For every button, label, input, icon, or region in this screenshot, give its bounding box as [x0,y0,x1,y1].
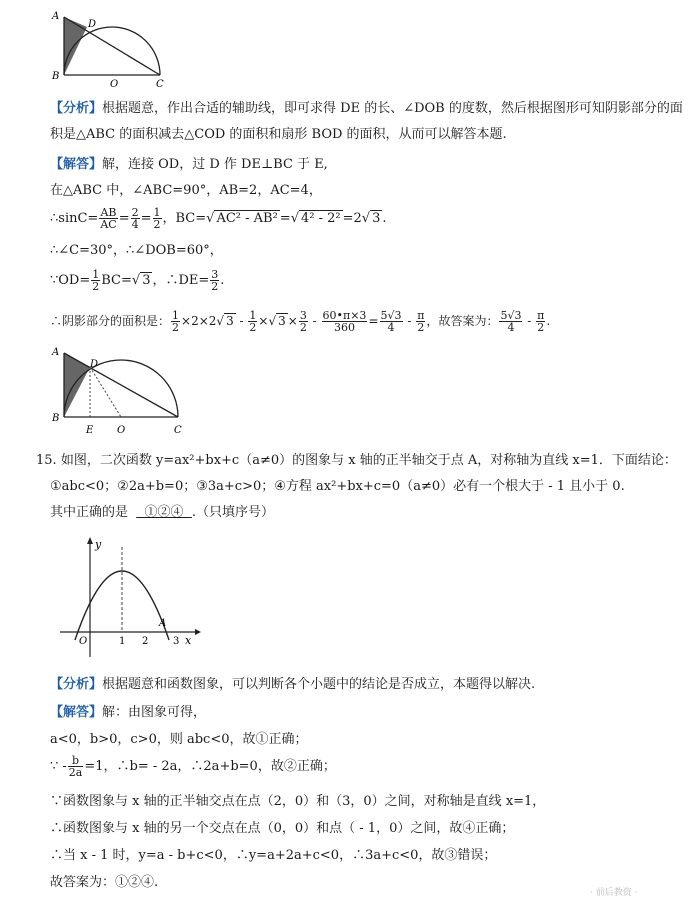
label-C: C [156,79,164,87]
analysis-line-2: 积是△ABC 的面积减去△COD 的面积和扇形 BOD 的面积，从而可以解答本题. [50,127,507,142]
solution-line-2: 在△ABC 中，∠ABC=90°，AB=2，AC=4， [50,183,322,198]
label-D2: D [90,359,99,370]
label-O: O [110,79,119,87]
origin-label: O [79,636,88,647]
solution2-line-3: ∵ - $\frac{b}{2a}$ =1，∴b= - 2a，∴2a+b=0，故②正确； [50,754,336,779]
solution-line-4: ∴∠C=30°，∴∠DOB=60°， [50,243,223,258]
shaded-region [64,17,87,75]
solution2-line-7: 故答案为：①②④. [50,875,159,890]
geometry-figure-bottom [50,345,190,437]
solution2-line-4: ∵函数图象与 x 轴的正半轴交点在点（2，0）和（3，0）之间，对称轴是直线 x=1， [50,794,546,809]
label-E2: E [86,425,94,436]
axis-label-y: y [95,538,102,551]
label-A2: A [52,347,60,358]
solution2-line-2: a<0，b>0，c>0，则 abc<0，故①正确； [50,732,308,747]
parabola-graph [55,532,205,667]
point-A-label: A [159,618,167,629]
question-15-line-3: 其中正确的是 ①②④ .（只填序号） [50,505,274,520]
solution-line-5: ∵OD= $\frac{1}{2}$ BC=√ 3 ，∴DE= $\frac{3}{2}$ . [50,268,225,293]
analysis2-line: 【分析】根据题意和函数图象，可以判断各个小题中的结论是否成立，本题得以解决. [50,677,536,692]
tick-2: 2 [142,636,149,647]
watermark: · 前后教资 · [590,888,638,898]
solution2-line-1: 【解答】解：由图象可得， [50,705,207,720]
solution2-line-5: ∴函数图象与 x 轴的另一个交点在点（0，0）和点（ - 1，0）之间，故④正确； [50,821,515,836]
shaded-region-2 [64,353,90,417]
solution-line-6: ∴阴影部分的面积是： $\frac{1}{2}$ ×2×2√ 3 - $\frac{1}{2}$ ×√ 3 × $\frac{3}{2}$ - $\frac{60•\pi\times 3}{360}$ = $\frac{5√3}{4}$ - $\frac{\pi}{2}$ ，故答案为： $\frac{5√3}{4}$ - $\frac{\pi}{2}$ . [50,309,551,334]
solution-line-3: ∴sinC= $\frac{AB}{AC}$ = $\frac{2}{4}$ = $\frac{1}{2}$ ，BC=√ AC² - AB² =√ 4² - 2² =2√ 3 . [50,206,387,231]
solution-line-1: 【解答】解，连接 OD，过 D 作 DE⊥BC 于 E, [50,157,328,172]
analysis-line-1: 【分析】根据题意，作出合适的辅助线，即可求得 DE 的长、∠DOB 的度数，然后根据图形可知阴影部分的面 [50,101,683,116]
question-15-line-2: ①abc<0；②2a+b=0；③3a+c>0；④方程 ax²+bx+c=0（a≠0）必有一个根大于 - 1 且小于 0. [50,479,625,494]
label-D: D [88,19,97,30]
label-A: A [52,11,60,22]
label-O2: O [117,425,126,436]
tick-3: 3 [173,636,180,647]
label-C2: C [174,425,182,436]
solution2-line-6: ∴当 x - 1 时，y=a - b+c<0，∴y=a+2a+c<0，∴3a+c<0，故③错误； [50,848,497,863]
geometry-figure-top [50,5,180,87]
question-15-line-1: 15. 如图，二次函数 y=ax²+bx+c（a≠0）的图象与 x 轴的正半轴交于点 A，对称轴为直线 x=1．下面结论： [36,453,677,468]
tick-1: 1 [119,636,126,647]
label-B2: B [52,413,60,424]
label-B: B [52,71,60,82]
axis-label-x: x [185,634,192,647]
